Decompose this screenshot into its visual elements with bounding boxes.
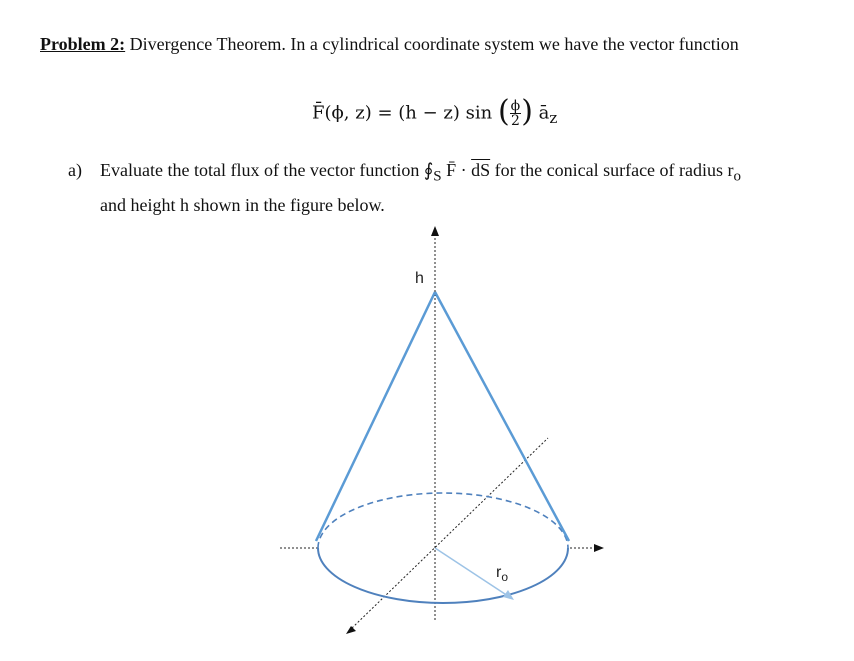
fraction-denominator: 2 [510,113,520,129]
x-axis-arrowhead [594,544,604,552]
radius-label-sub: o [501,570,509,584]
part-a-text-after: for the conical surface of radius r [490,160,734,180]
part-a-text-before: Evaluate the total flux of the vector function ∮ [100,160,434,180]
part-a-marker: a) [68,160,82,180]
y-axis-arrowhead [346,626,356,634]
cone-right-edge [435,292,569,541]
apex-label-h: h [415,270,424,287]
cone-left-edge [316,292,435,541]
part-a-line2: and height h shown in the figure below. [100,194,385,215]
base-ellipse-front [318,548,568,603]
y-axis [352,438,548,628]
right-paren: ) [521,94,533,129]
formula-unit-vector: ā [538,102,550,124]
vector-ds: $\overline{dS}$ [471,160,491,180]
formula-lhs: F̄(ϕ, z) = (h − z) sin [312,102,493,124]
radius-arrowhead [503,590,514,600]
radius-label-r: r [496,564,502,581]
z-axis-arrowhead [431,226,439,236]
formula-unit-vector-sub: z [549,109,558,128]
fraction-numerator: ϕ [510,98,521,114]
integral-subscript: S [433,168,442,185]
problem-text: Divergence Theorem. In a cylindrical coordinate system we have the vector function [125,34,739,54]
vector-f: F̄ · [441,160,472,180]
problem-label: Problem 2: [40,34,126,54]
left-paren: ( [497,94,510,129]
radius-label [496,564,508,584]
base-ellipse-back [318,493,568,548]
radius-subscript: o [733,168,742,185]
